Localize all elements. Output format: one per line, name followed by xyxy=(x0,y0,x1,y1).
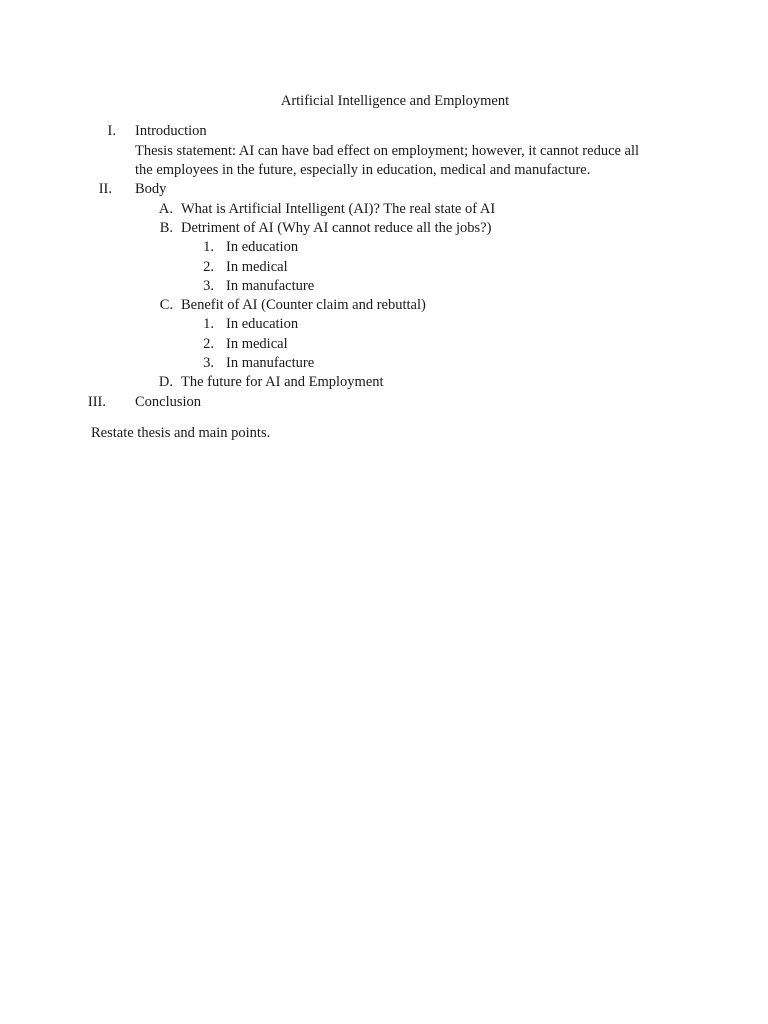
outline-c-1-marker: 1. xyxy=(203,316,214,332)
outline-heading-conclusion: Conclusion xyxy=(135,394,202,410)
outline-item-c: Benefit of AI (Counter claim and rebuttal) xyxy=(181,297,426,313)
outline-numeral-body: II. xyxy=(98,181,112,197)
document-title: Artificial Intelligence and Employment xyxy=(280,93,510,109)
outline-numeral-conclusion: III. xyxy=(87,394,106,410)
outline-b-2-marker: 2. xyxy=(203,259,214,275)
outline-heading-body: Body xyxy=(135,181,167,197)
outline-c-1-text: In education xyxy=(226,316,299,332)
outline-marker-d: D. xyxy=(158,374,173,390)
outline-item-a: What is Artificial Intelligent (AI)? The real state of AI xyxy=(181,201,496,217)
outline-marker-b: B. xyxy=(159,220,173,236)
outline-b-3-marker: 3. xyxy=(203,278,214,294)
outline-b-1-marker: 1. xyxy=(203,239,214,255)
outline-numeral-intro: I. xyxy=(107,123,116,139)
outline-c-2-marker: 2. xyxy=(203,336,214,352)
outline-marker-c: C. xyxy=(159,297,173,313)
thesis-statement-line-1: Thesis statement: AI can have bad effect on employment; however, it cannot reduce all xyxy=(135,143,640,159)
outline-c-2-text: In medical xyxy=(226,336,288,352)
outline-b-3-text: In manufacture xyxy=(226,278,315,294)
outline-item-d: The future for AI and Employment xyxy=(181,374,384,390)
outline-b-2-text: In medical xyxy=(226,259,288,275)
outline-item-b: Detriment of AI (Why AI cannot reduce all the jobs?) xyxy=(181,220,492,236)
outline-c-3-text: In manufacture xyxy=(226,355,315,371)
closing-paragraph: Restate thesis and main points. xyxy=(91,425,271,441)
outline-b-1-text: In education xyxy=(226,239,299,255)
outline-marker-a: A. xyxy=(158,201,173,217)
outline-heading-introduction: Introduction xyxy=(135,123,207,139)
thesis-statement-line-2: the employees in the future, especially in education, medical and manufacture. xyxy=(135,162,591,178)
outline-c-3-marker: 3. xyxy=(203,355,214,371)
